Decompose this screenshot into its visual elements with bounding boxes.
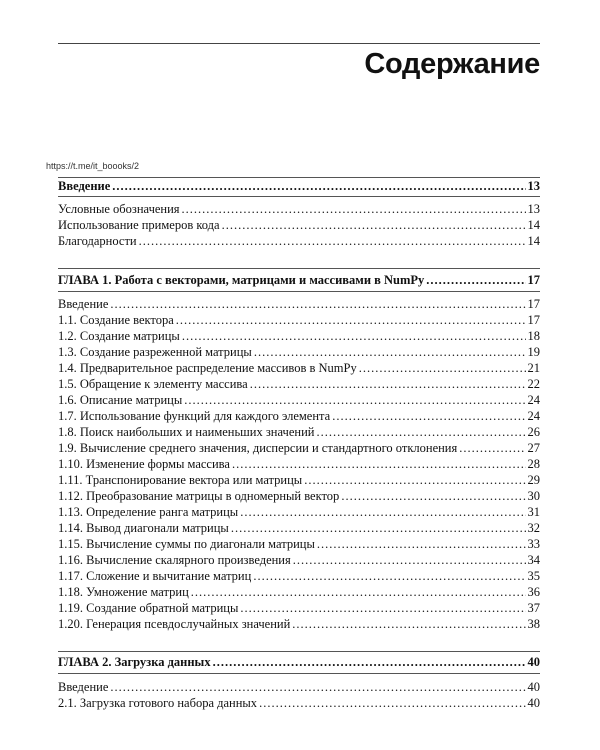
page-title: Содержание (364, 48, 540, 80)
toc-item[interactable]: 1.20. Генерация псевдослучайных значений ..... 38 (58, 617, 540, 632)
toc-item[interactable]: 1.8. Поиск наибольших и наименьших значений ..... 26 (58, 425, 540, 440)
toc-item[interactable]: 1.1. Создание вектора ..... 17 (58, 313, 540, 328)
toc-item[interactable]: 1.15. Вычисление суммы по диагонали матрицы ..... 33 (58, 537, 540, 552)
toc-item[interactable]: 1.18. Умножение матриц ..... 36 (58, 585, 540, 600)
toc-item[interactable]: Использование примеров кода ..... 14 (58, 218, 540, 233)
toc-heading-intro[interactable]: Введение ..... 13 (58, 179, 540, 194)
toc-item[interactable]: 1.12. Преобразование матрицы в одномерный вектор ..... 30 (58, 489, 540, 504)
section-rule (58, 177, 540, 178)
section-rule (58, 673, 540, 674)
toc-item[interactable]: 1.13. Определение ранга матрицы ..... 31 (58, 505, 540, 520)
toc-heading-chapter-1[interactable]: ГЛАВА 1. Работа с векторами, матрицами и массивами в NumPy ..... 17 (58, 273, 540, 288)
toc-heading-chapter-2[interactable]: ГЛАВА 2. Загрузка данных ..... 40 (58, 655, 540, 670)
toc-item[interactable]: Введение ..... 17 (58, 297, 540, 312)
section-rule (58, 196, 540, 197)
toc-item[interactable]: 1.6. Описание матрицы ..... 24 (58, 393, 540, 408)
toc-item[interactable]: 1.11. Транспонирование вектора или матрицы ..... 29 (58, 473, 540, 488)
toc-item[interactable]: 1.4. Предварительное распределение массивов в NumPy ..... 21 (58, 361, 540, 376)
toc-item[interactable]: Введение ..... 40 (58, 680, 540, 695)
toc-item[interactable]: Благодарности ..... 14 (58, 234, 540, 249)
toc-item[interactable]: 1.3. Создание разреженной матрицы ..... 19 (58, 345, 540, 360)
toc-item[interactable]: 1.9. Вычисление среднего значения, дисперсии и стандартного отклонения ..... 27 (58, 441, 540, 456)
toc-item[interactable]: 1.16. Вычисление скалярного произведения ..... 34 (58, 553, 540, 568)
toc-item[interactable]: 1.7. Использование функций для каждого элемента ..... 24 (58, 409, 540, 424)
toc-item[interactable]: 1.17. Сложение и вычитание матриц ..... 35 (58, 569, 540, 584)
toc-item[interactable]: Условные обозначения ..... 13 (58, 202, 540, 217)
toc-item[interactable]: 2.1. Загрузка готового набора данных ..... 40 (58, 696, 540, 711)
section-rule (58, 651, 540, 652)
toc-item[interactable]: 1.14. Вывод диагонали матрицы ..... 32 (58, 521, 540, 536)
toc-item[interactable]: 1.5. Обращение к элементу массива ..... 22 (58, 377, 540, 392)
top-rule (58, 43, 540, 44)
section-rule (58, 268, 540, 269)
section-rule (58, 291, 540, 292)
toc-item[interactable]: 1.2. Создание матрицы ..... 18 (58, 329, 540, 344)
toc-item[interactable]: 1.19. Создание обратной матрицы ..... 37 (58, 601, 540, 616)
source-url: https://t.me/it_boooks/2 (46, 161, 140, 171)
toc-item[interactable]: 1.10. Изменение формы массива ..... 28 (58, 457, 540, 472)
